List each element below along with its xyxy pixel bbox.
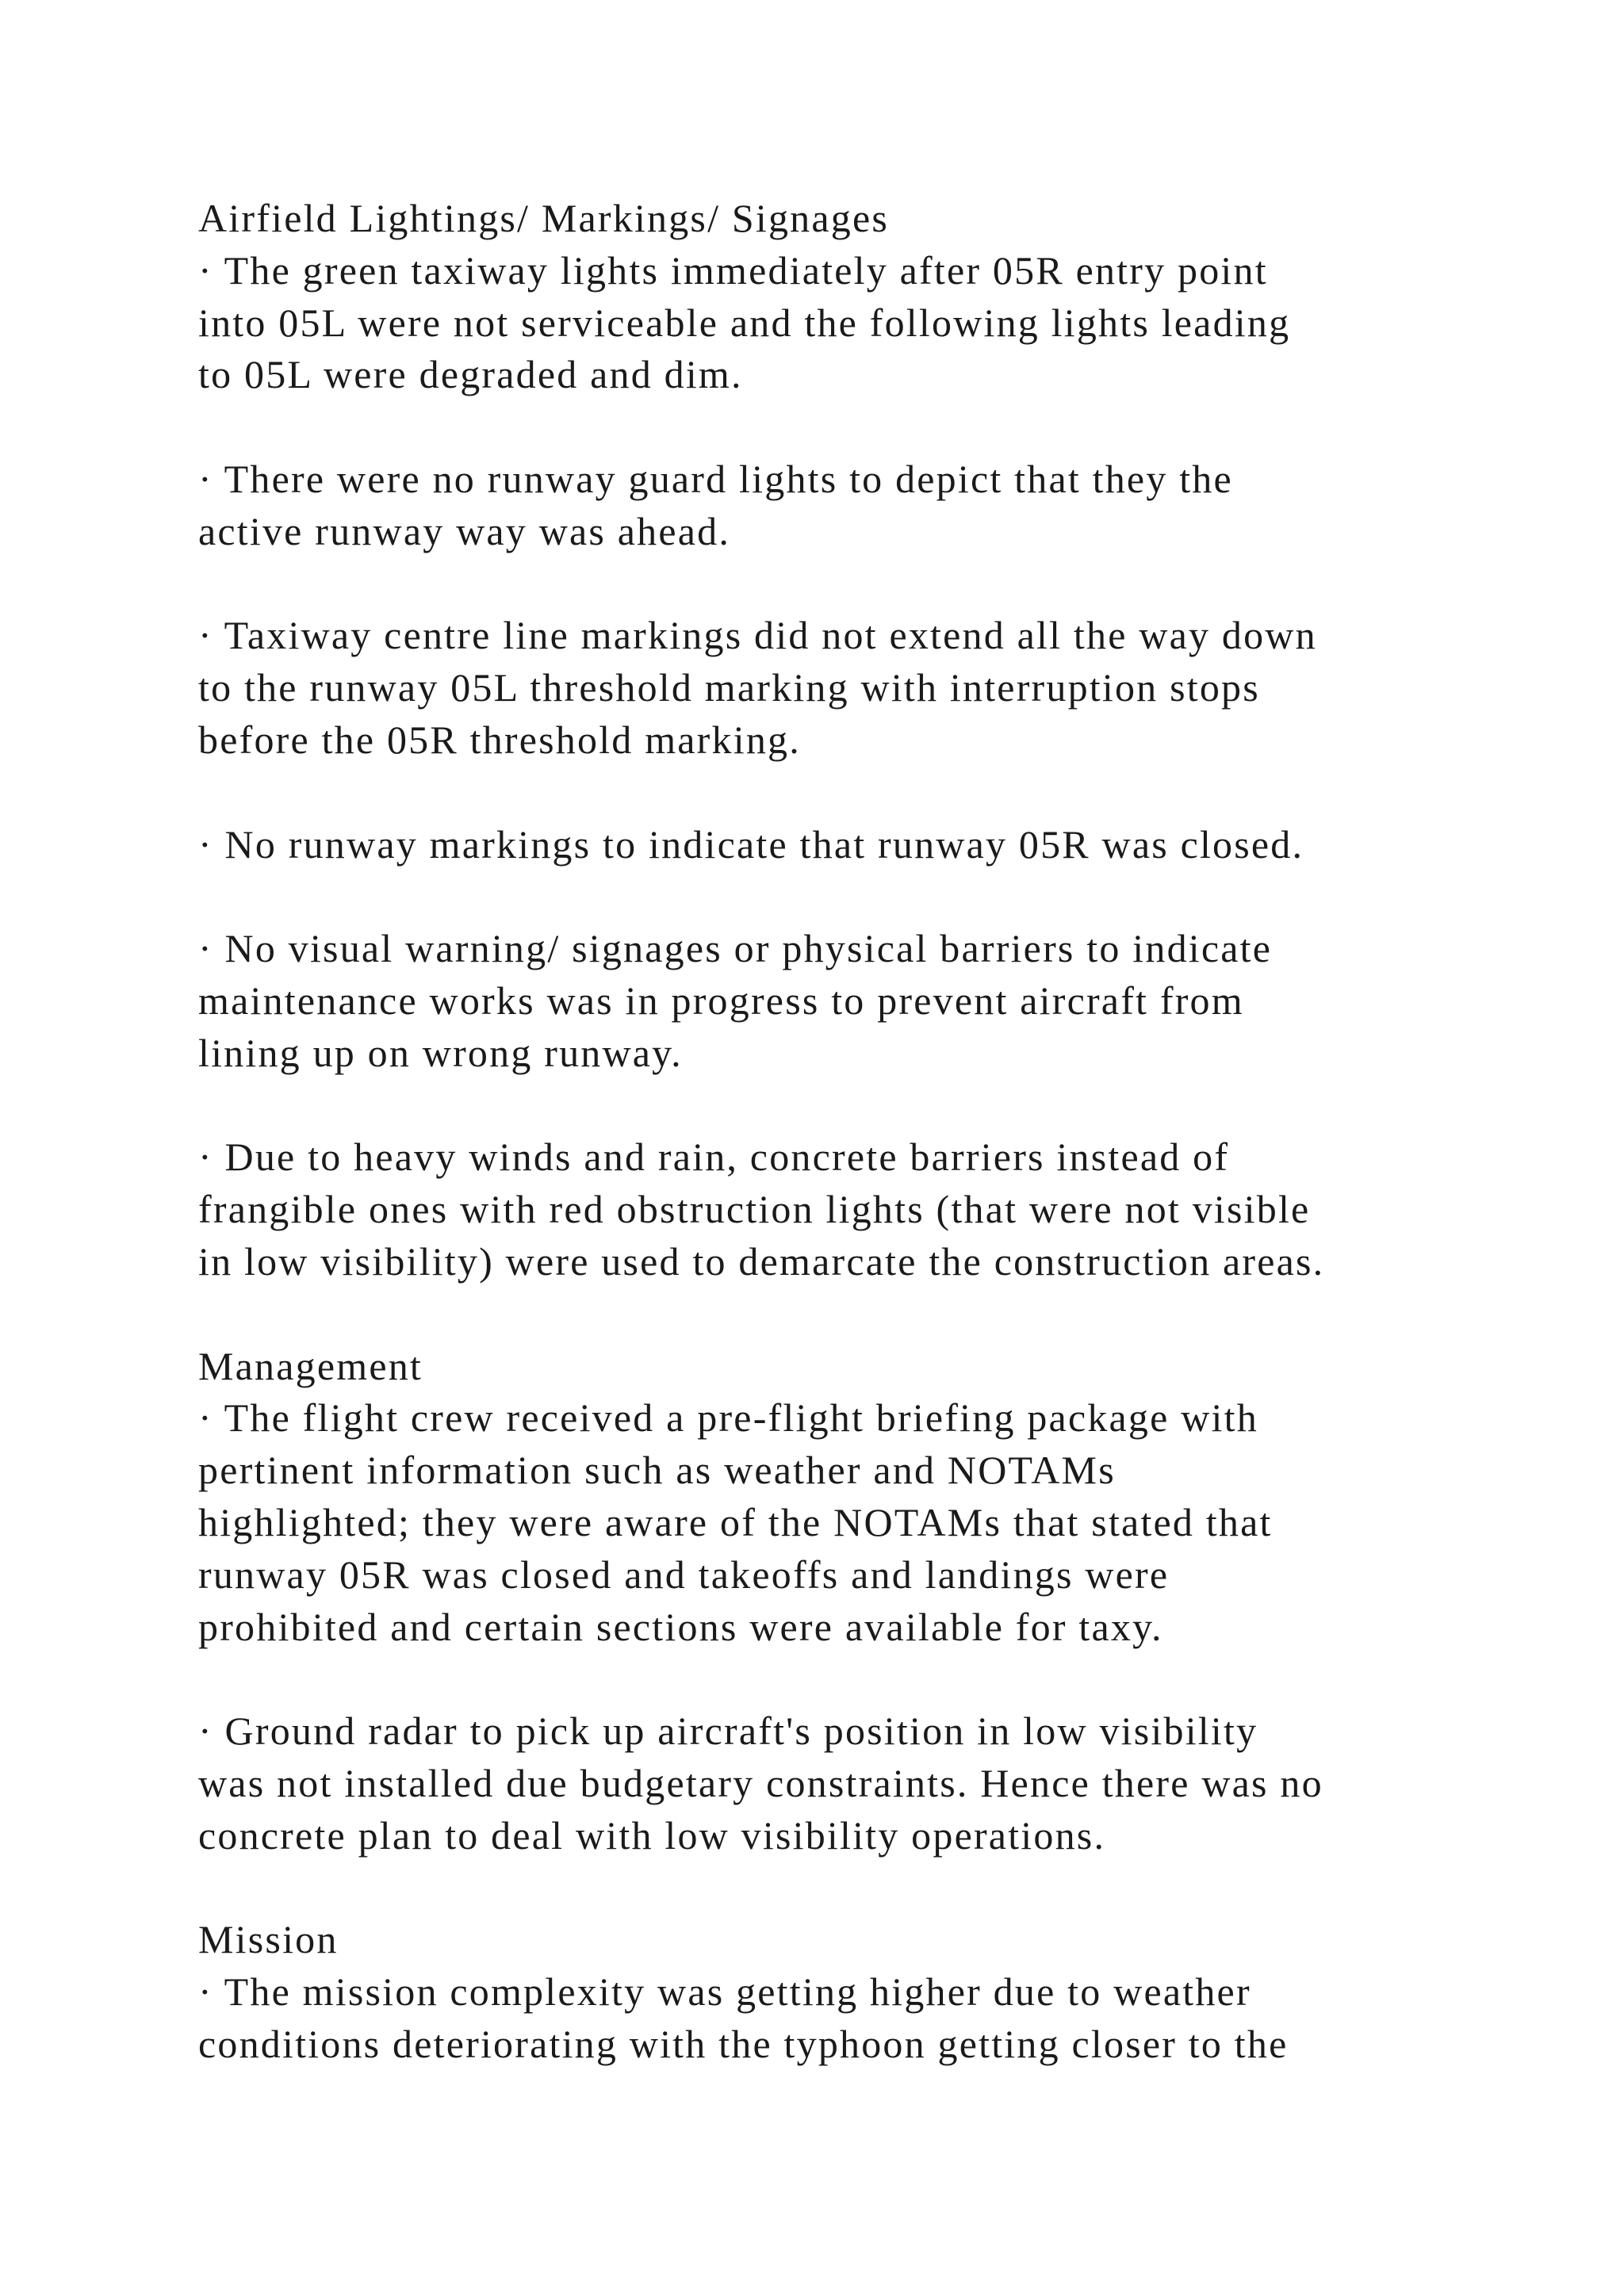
section-heading: Management <box>198 1343 423 1388</box>
text-line: · Ground radar to pick up aircraft's position in low visibility <box>198 1709 1258 1754</box>
text-line: · Due to heavy winds and rain, concrete barriers instead of <box>198 1135 1230 1180</box>
bullet-paragraph <box>198 610 1507 766</box>
text-line: pertinent information such as weather and NOTAMs <box>198 1448 1116 1493</box>
section-heading: Airfield Lightings/ Markings/ Signages <box>198 196 890 240</box>
text-line: prohibited and certain sections were available for taxy. <box>198 1604 1163 1649</box>
text-line: conditions deteriorating with the typhoon getting closer to the <box>198 2021 1289 2066</box>
text-line: to the runway 05L threshold marking with interruption stops <box>198 665 1260 710</box>
text-line: lining up on wrong runway. <box>198 1030 683 1075</box>
text-line: · There were no runway guard lights to depict that they the <box>198 456 1233 501</box>
text-line: frangible ones with red obstruction lights (that were not visible <box>198 1187 1311 1232</box>
text-line: · No runway markings to indicate that runway 05R was closed. <box>198 821 1304 867</box>
bullet-paragraph <box>198 923 1507 1079</box>
text-line: · The mission complexity was getting higher due to weather <box>198 1969 1251 2015</box>
text-line: · The flight crew received a pre-flight briefing package with <box>198 1395 1258 1441</box>
text-line: highlighted; they were aware of the NOTAMs that stated that <box>198 1499 1273 1544</box>
text-line: · No visual warning/ signages or physical barriers to indicate <box>198 926 1273 971</box>
bullet-paragraph <box>198 245 1507 401</box>
text-line: · The green taxiway lights immediately after 05R entry point <box>198 247 1268 293</box>
document-page <box>198 193 1507 2071</box>
text-line: was not installed due budgetary constraints. Hence there was no <box>198 1760 1323 1805</box>
bullet-paragraph <box>198 819 1507 871</box>
section-heading: Mission <box>198 1917 339 1962</box>
text-line: · Taxiway centre line markings did not extend all the way down <box>198 613 1317 658</box>
text-line: runway 05R was closed and takeoffs and landings were <box>198 1552 1170 1597</box>
text-line: concrete plan to deal with low visibility operations. <box>198 1812 1106 1858</box>
text-line: before the 05R threshold marking. <box>198 717 801 762</box>
bullet-paragraph <box>198 1392 1507 1653</box>
text-line: to 05L were degraded and dim. <box>198 352 743 397</box>
bullet-paragraph <box>198 1966 1507 2071</box>
bullet-paragraph <box>198 1705 1507 1862</box>
text-line: in low visibility) were used to demarcate the construction areas. <box>198 1238 1325 1284</box>
bullet-paragraph <box>198 453 1507 558</box>
bullet-paragraph <box>198 1131 1507 1288</box>
text-line: into 05L were not serviceable and the following lights leading <box>198 300 1291 345</box>
text-line: maintenance works was in progress to prevent aircraft from <box>198 978 1244 1023</box>
text-line: active runway way was ahead. <box>198 508 731 553</box>
